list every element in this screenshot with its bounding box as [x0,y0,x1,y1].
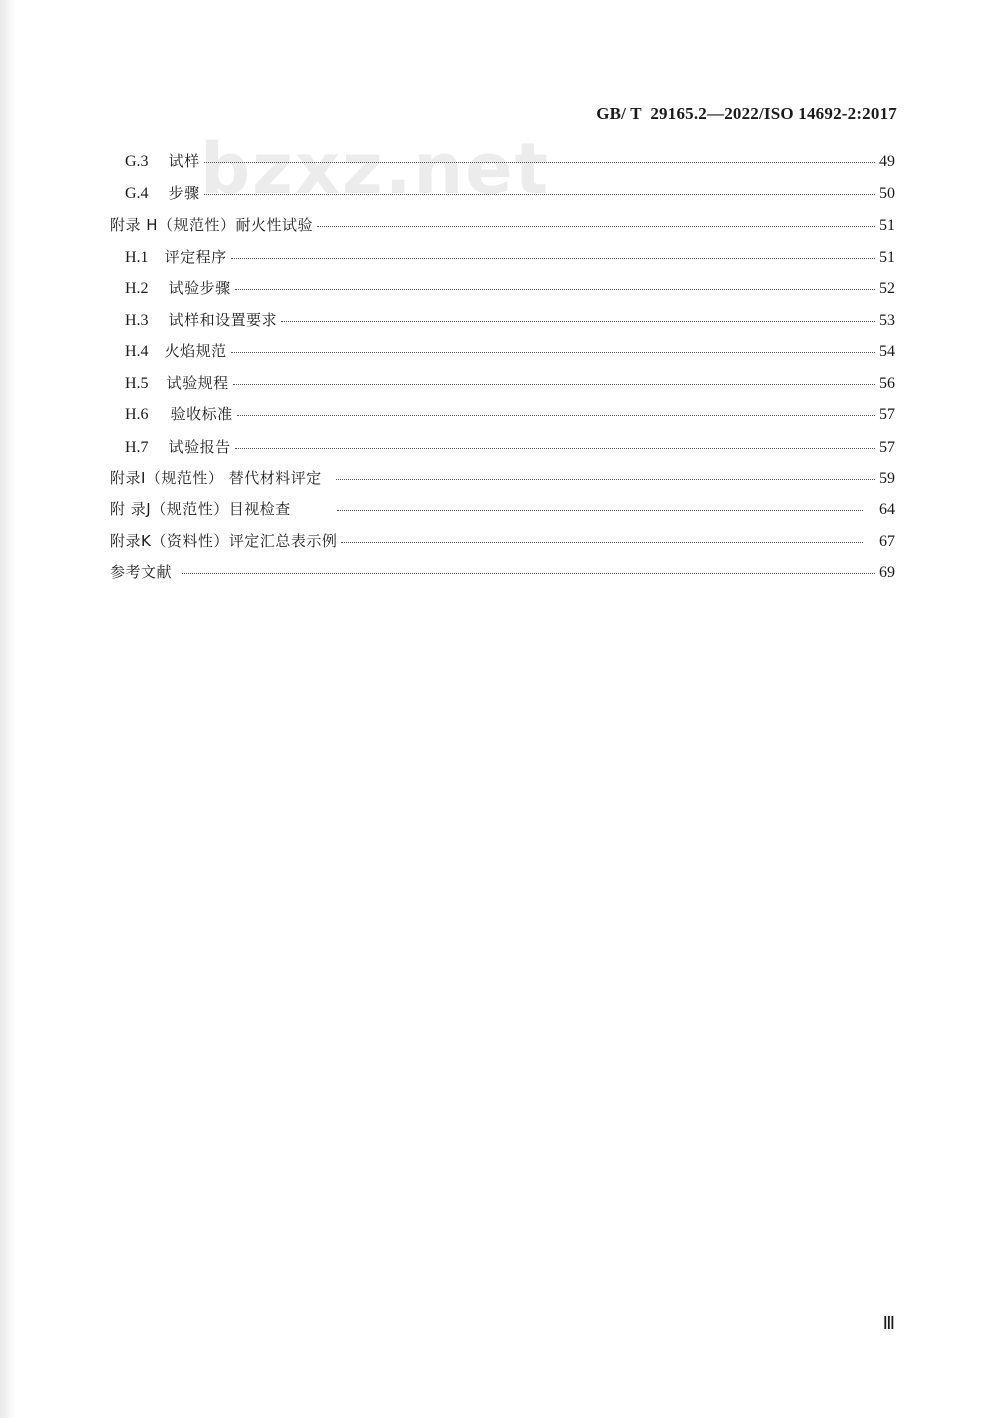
toc-entry-number: H.2 [125,280,149,297]
toc-leader-dots [341,542,863,543]
toc-leader-dots [231,352,875,353]
toc-entry-title: 试样和设置要求 [168,311,278,329]
toc-entry-page: 49 [879,153,895,170]
toc-leader-dots [281,321,875,322]
toc-entry-page: 52 [879,280,895,297]
toc-entry-h5[interactable] [0,372,1000,396]
toc-entry-page: 51 [879,249,895,266]
toc-entry-h4[interactable] [0,340,1000,364]
toc-entry-page: 53 [879,312,895,329]
toc-entry-bibliography[interactable] [0,561,1000,585]
toc-entry-annex-i[interactable] [0,467,1000,491]
watermark: bzxz.net [200,128,551,210]
toc-entry-title: 试验报告 [168,438,231,456]
toc-entry-page: 69 [879,564,895,581]
toc-entry-g3[interactable] [0,150,1000,174]
toc-entry-page: 64 [879,501,895,518]
toc-entry-h3[interactable] [0,309,1000,333]
standard-number-header: GB/ T 29165.2—2022/ISO 14692-2:2017 [596,104,897,123]
toc-leader-dots [233,384,875,385]
toc-entry-h6[interactable] [0,403,1000,427]
toc-entry-h2[interactable] [0,277,1000,301]
toc-entry-title: 试验规程 [166,374,229,392]
toc-entry-title: 附录I（规范性） 替代材料评定 [110,469,322,487]
toc-entry-title: 附 录J（规范性）目视检查 [110,500,291,518]
toc-entry-g4[interactable] [0,182,1000,206]
toc-entry-number: H.4 [125,343,149,360]
toc-leader-dots [336,479,875,480]
toc-entry-number: H.6 [125,406,149,423]
toc-entry-title: 火焰规范 [164,342,227,360]
toc-entry-title: 附录K（资料性）评定汇总表示例 [110,532,338,550]
toc-entry-page: 59 [879,470,895,487]
toc-entry-number: G.4 [125,185,149,202]
toc-entry-page: 51 [879,217,895,234]
toc-entry-number: H.7 [125,439,149,456]
toc-entry-page: 57 [879,406,895,423]
toc-leader-dots [317,226,875,227]
page-edge-shadow [0,0,16,1418]
toc-entry-h1[interactable] [0,246,1000,270]
toc-entry-number: G.3 [125,153,149,170]
toc-entry-page: 57 [879,439,895,456]
toc-leader-dots [231,258,875,259]
toc-entry-page: 54 [879,343,895,360]
toc-leader-dots [204,162,875,163]
toc-entry-title: 附录 H（规范性）耐火性试验 [110,216,314,234]
toc-leader-dots [237,415,875,416]
page-number-footer: Ⅲ [882,1313,895,1333]
toc-entry-annex-h[interactable] [0,214,1000,238]
toc-leader-dots [337,510,863,511]
toc-leader-dots [204,194,875,195]
toc-entry-page: 67 [879,533,895,550]
toc-leader-dots [235,289,875,290]
toc-entry-annex-k[interactable] [0,530,1000,554]
toc-entry-h7[interactable] [0,436,1000,460]
toc-entry-number: H.3 [125,312,149,329]
toc-entry-title: 步骤 [168,184,200,202]
toc-leader-dots [235,448,875,449]
toc-entry-number: H.1 [125,249,149,266]
toc-entry-page: 56 [879,375,895,392]
toc-entry-title: 试样 [168,152,200,170]
toc-entry-number: H.5 [125,375,149,392]
toc-entry-title: 参考文献 [110,563,173,581]
toc-entry-annex-j[interactable] [0,498,1000,522]
toc-entry-title: 试验步骤 [168,279,231,297]
toc-entry-page: 50 [879,185,895,202]
toc-leader-dots [182,573,875,574]
toc-entry-title: 评定程序 [164,248,227,266]
toc-entry-title: 验收标准 [170,405,233,423]
